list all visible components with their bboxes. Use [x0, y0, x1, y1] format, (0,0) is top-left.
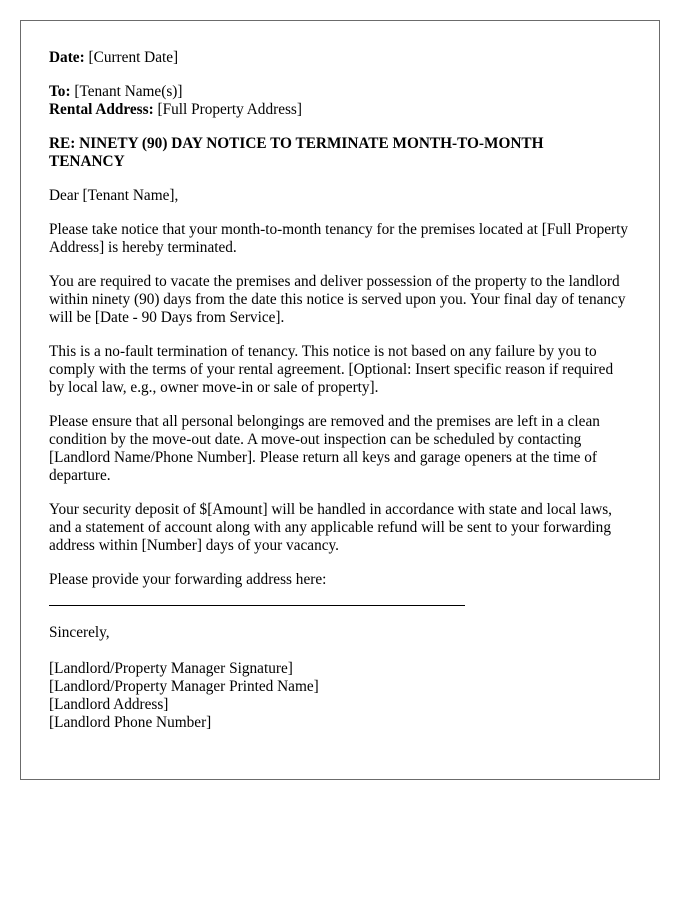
paragraph-vacate: You are required to vacate the premises and deliver possession of the property to the landlord within ninety (90) days from the date this notice is served upon you. Your final day of tenancy will be [Date - 90 Days from Service]. [49, 273, 626, 326]
signature-block [49, 660, 631, 732]
to-line [49, 83, 631, 101]
closing: Sincerely, [49, 624, 110, 641]
paragraph-move-out: Please ensure that all personal belongings are removed and the premises are left in a clean condition by the move-out date. A move-out inspection can be scheduled by contacting [Landlord Name/Phone Number]. Please return all keys and garage openers at the time of departure. [49, 413, 600, 484]
signature-line-signature: [Landlord/Property Manager Signature] [49, 660, 293, 677]
date-label: Date: [49, 49, 85, 66]
signature-line-printed-name: [Landlord/Property Manager Printed Name] [49, 678, 319, 695]
signature-line-phone: [Landlord Phone Number] [49, 714, 212, 731]
rental-address-value: [Full Property Address] [157, 101, 302, 118]
forwarding-address-blank-line [49, 605, 465, 606]
paragraph-no-fault: This is a no-fault termination of tenancy. This notice is not based on any failure by you to comply with the terms of your rental agreement. [Optional: Insert specific reason if required by local law, e.g., owner move-in or sale of property]. [49, 343, 614, 396]
to-value: [Tenant Name(s)] [74, 83, 183, 100]
paragraph-forwarding-address: Please provide your forwarding address here: [49, 571, 327, 588]
signature-line-address: [Landlord Address] [49, 696, 169, 713]
paragraph-termination: Please take notice that your month-to-month tenancy for the premises located at [Full Property Address] is hereby terminated. [49, 221, 628, 256]
rental-address-label: Rental Address: [49, 101, 154, 118]
salutation: Dear [Tenant Name], [49, 187, 179, 204]
date-line [49, 49, 631, 67]
subject-line: RE: NINETY (90) DAY NOTICE TO TERMINATE MONTH-TO-MONTH TENANCY [49, 135, 544, 170]
date-value: [Current Date] [88, 49, 179, 66]
rental-address-line [49, 101, 631, 119]
to-label: To: [49, 83, 71, 100]
letter-page [20, 20, 660, 780]
paragraph-deposit: Your security deposit of $[Amount] will be handled in accordance with state and local laws, and a statement of account along with any applicable refund will be sent to your forwarding address within [Number] days of your vacancy. [49, 501, 613, 554]
